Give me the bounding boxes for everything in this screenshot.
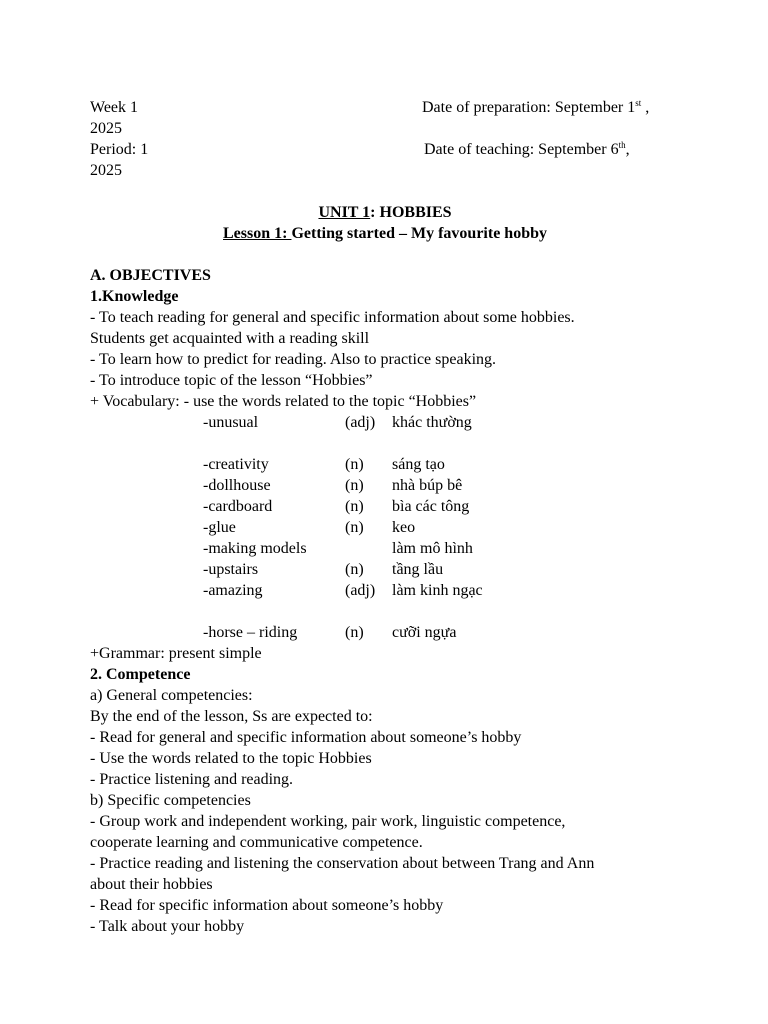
vocab-row — [90, 622, 690, 643]
year-line-2: 2025 — [90, 162, 122, 179]
vocab-meaning: làm mô hình — [392, 540, 473, 557]
knowledge-line: - To learn how to predict for reading. Also to practice speaking. — [90, 351, 497, 368]
preparation-date-text: Date of preparation: September 1 — [422, 99, 636, 116]
vocab-row — [90, 559, 690, 580]
vocab-word: -horse – riding — [203, 624, 298, 641]
knowledge-heading: 1.Knowledge — [90, 288, 179, 305]
preparation-date-suffix: , — [641, 99, 650, 116]
objectives-heading: A. OBJECTIVES — [90, 267, 211, 284]
vocab-row — [90, 475, 690, 496]
teaching-date-text: Date of teaching: September 6 — [424, 141, 619, 158]
vocab-meaning: keo — [392, 519, 416, 536]
header-row-2 — [90, 139, 690, 160]
vocab-row — [90, 454, 690, 475]
lesson-label: Lesson 1: — [223, 225, 292, 242]
vocab-word: -unusual — [203, 414, 259, 431]
competence-line: - Use the words related to the topic Hobbies — [90, 750, 372, 767]
competence-line: about their hobbies — [90, 876, 213, 893]
vocab-word: -dollhouse — [203, 477, 271, 494]
competence-line: - Read for general and specific information about someone’s hobby — [90, 729, 522, 746]
competence-line: - Read for specific information about someone’s hobby — [90, 897, 444, 914]
vocab-meaning: sáng tạo — [392, 456, 445, 473]
vocab-row — [90, 412, 690, 454]
vocab-word: -glue — [203, 519, 236, 536]
vocab-meaning: nhà búp bê — [392, 477, 463, 494]
vocab-pos: (n) — [345, 456, 364, 473]
competence-line: - Practice reading and listening the conservation about between Trang and Ann — [90, 855, 595, 872]
competence-line: b) Specific competencies — [90, 792, 251, 809]
vocab-pos: (n) — [345, 624, 364, 641]
vocab-pos: (n) — [345, 477, 364, 494]
lesson-name: Getting started – My favourite hobby — [291, 225, 547, 242]
week-label: Week 1 — [90, 99, 139, 116]
competence-line: By the end of the lesson, Ss are expected to: — [90, 708, 373, 725]
teaching-date-sup: th — [618, 140, 626, 150]
document-content — [90, 97, 690, 937]
vocab-pos: (n) — [345, 498, 364, 515]
vocab-word: -creativity — [203, 456, 269, 473]
unit-title — [90, 202, 680, 223]
vocab-meaning: khác thường — [392, 414, 472, 431]
vocab-meaning: tầng lầu — [392, 561, 444, 578]
teaching-date-suffix: , — [625, 141, 630, 158]
competence-heading: 2. Competence — [90, 666, 191, 683]
vocab-word: -making models — [203, 540, 307, 557]
grammar-line: +Grammar: present simple — [90, 645, 262, 662]
header-row-1 — [90, 97, 690, 118]
vocab-row — [90, 580, 690, 622]
unit-label: UNIT 1 — [318, 204, 371, 221]
vocab-pos: (n) — [345, 561, 364, 578]
vocab-row — [90, 538, 690, 559]
preparation-date-sup: st — [635, 98, 642, 108]
knowledge-line: - To introduce topic of the lesson “Hobbies” — [90, 372, 373, 389]
vocab-row — [90, 517, 690, 538]
year-line-1: 2025 — [90, 120, 122, 137]
vocab-word: -upstairs — [203, 561, 259, 578]
vocab-pos: (adj) — [345, 582, 376, 599]
vocab-pos: (adj) — [345, 414, 376, 431]
vocab-meaning: bìa các tông — [392, 498, 470, 515]
unit-name: : HOBBIES — [370, 204, 452, 221]
preparation-date — [422, 97, 649, 118]
period-label: Period: 1 — [90, 141, 149, 158]
competence-line: - Talk about your hobby — [90, 918, 245, 935]
vocab-word: -cardboard — [203, 498, 273, 515]
teaching-date — [424, 139, 630, 160]
competence-line: - Group work and independent working, pair work, linguistic competence, — [90, 813, 566, 830]
lesson-title — [90, 223, 680, 244]
vocab-meaning: làm kinh ngạc — [392, 582, 483, 599]
knowledge-line: + Vocabulary: - use the words related to the topic “Hobbies” — [90, 393, 477, 410]
competence-line: - Practice listening and reading. — [90, 771, 294, 788]
vocab-word: -amazing — [203, 582, 263, 599]
competence-line: a) General competencies: — [90, 687, 253, 704]
vocab-pos: (n) — [345, 519, 364, 536]
vocab-meaning: cưỡi ngựa — [392, 624, 457, 641]
knowledge-line: Students get acquainted with a reading skill — [90, 330, 370, 347]
vocab-row — [90, 496, 690, 517]
competence-line: cooperate learning and communicative competence. — [90, 834, 423, 851]
knowledge-line: - To teach reading for general and specific information about some hobbies. — [90, 309, 575, 326]
